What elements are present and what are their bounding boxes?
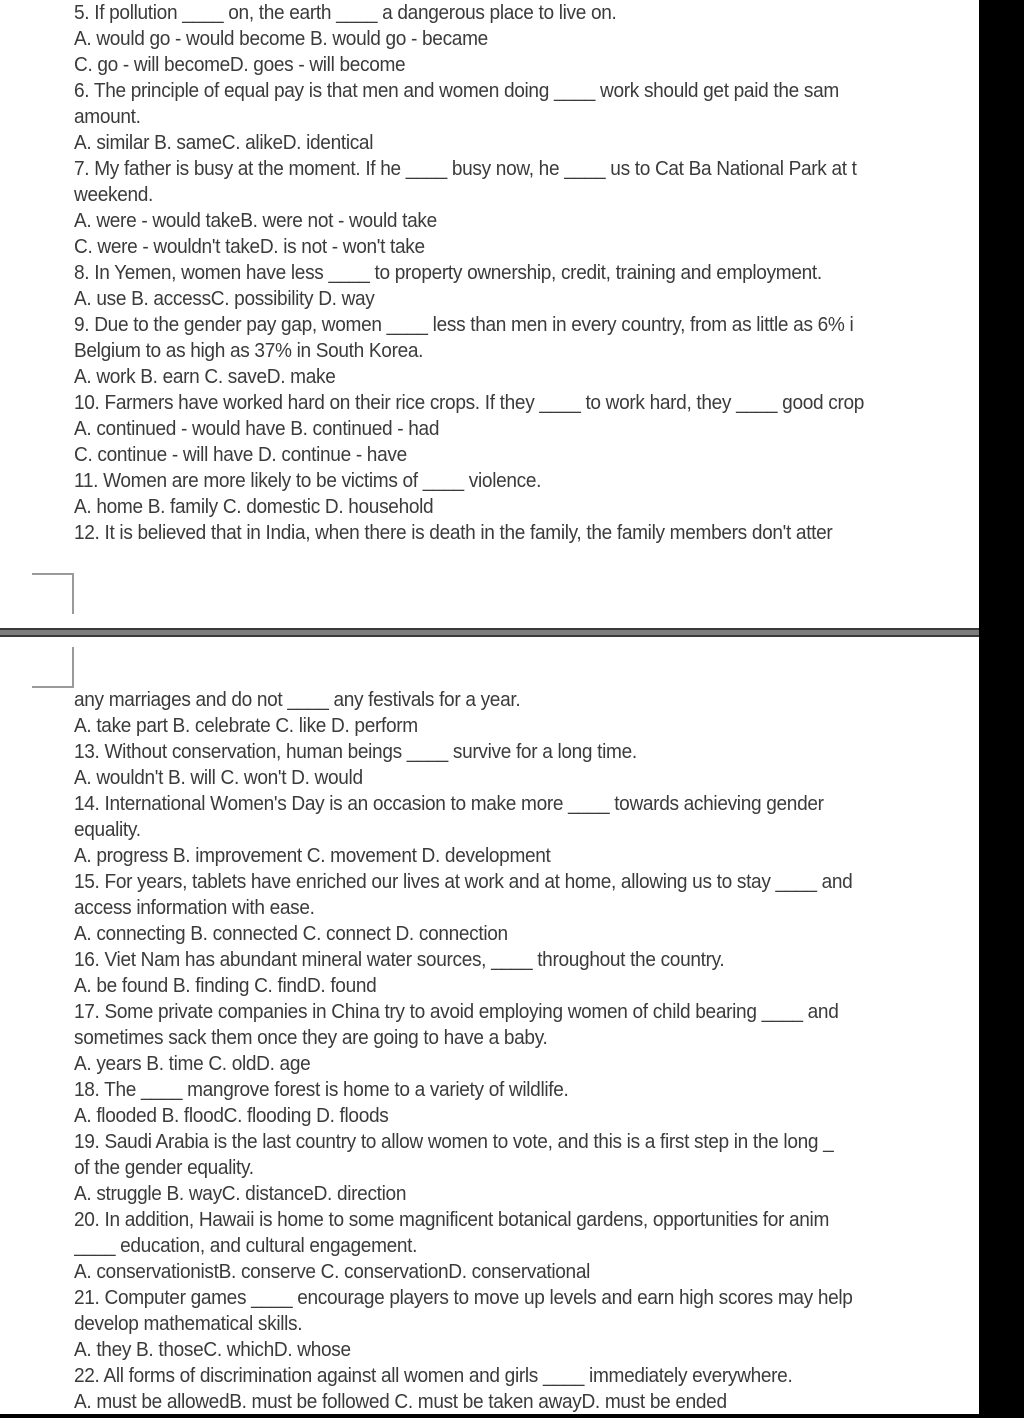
text-line: weekend. (74, 183, 154, 206)
text-line: A. were - would takeB. were not - would take (74, 209, 437, 232)
text-line: 13. Without conservation, human beings ____ survive for a long time. (74, 740, 637, 763)
text-line: 17. Some private companies in China try to avoid employing women of child bearing ____ and (74, 1000, 839, 1023)
text-line: 12. It is believed that in India, when there is death in the family, the family members don't atter (74, 521, 833, 544)
text-line: 11. Women are more likely to be victims of ____ violence. (74, 469, 542, 492)
text-line: A. progress B. improvement C. movement D. development (74, 844, 551, 867)
text-line: A. wouldn't B. will C. won't D. would (74, 766, 363, 789)
text-line: amount. (74, 105, 141, 128)
text-line: A. continued - would have B. continued - had (74, 417, 440, 440)
text-line: A. they B. thoseC. whichD. whose (74, 1338, 351, 1361)
text-line: equality. (74, 818, 141, 841)
text-line: C. go - will becomeD. goes - will become (74, 53, 406, 76)
text-line: access information with ease. (74, 896, 315, 919)
text-line: C. continue - will have D. continue - have (74, 443, 407, 466)
text-line: A. struggle B. wayC. distanceD. direction (74, 1182, 407, 1205)
text-line: 10. Farmers have worked hard on their rice crops. If they ____ to work hard, they ____ good crop (74, 391, 865, 414)
page-break-separator (0, 628, 979, 637)
question-text-block (74, 687, 979, 1414)
document-page-bottom (0, 637, 979, 1414)
text-line: Belgium to as high as 37% in South Korea. (74, 339, 424, 362)
text-line: 5. If pollution ____ on, the earth ____ a dangerous place to live on. (74, 1, 617, 24)
text-line: A. similar B. sameC. alikeD. identical (74, 131, 374, 154)
text-line: 18. The ____ mangrove forest is home to a variety of wildlife. (74, 1078, 569, 1101)
text-line: 14. International Women's Day is an occasion to make more ____ towards achieving gender (74, 792, 824, 815)
crop-mark-bottom (32, 647, 74, 688)
text-line: 9. Due to the gender pay gap, women ____ less than men in every country, from as little as 6% i (74, 313, 854, 336)
text-line: 6. The principle of equal pay is that men and women doing ____ work should get paid the sam (74, 79, 839, 102)
text-line: 21. Computer games ____ encourage players to move up levels and earn high scores may help (74, 1286, 853, 1309)
text-line: 22. All forms of discrimination against all women and girls ____ immediately everywhere. (74, 1364, 793, 1387)
text-line: A. would go - would become B. would go - became (74, 27, 488, 50)
text-line: 19. Saudi Arabia is the last country to allow women to vote, and this is a first step in the long _ (74, 1130, 834, 1153)
text-line: A. home B. family C. domestic D. household (74, 495, 434, 518)
text-line: any marriages and do not ____ any festivals for a year. (74, 688, 521, 711)
question-text-block (74, 0, 979, 546)
text-line: A. work B. earn C. saveD. make (74, 365, 336, 388)
text-line: sometimes sack them once they are going to have a baby. (74, 1026, 548, 1049)
text-line: A. use B. accessC. possibility D. way (74, 287, 375, 310)
crop-mark-top (32, 573, 74, 614)
text-line: C. were - wouldn't takeD. is not - won't take (74, 235, 425, 258)
text-line: develop mathematical skills. (74, 1312, 303, 1335)
text-line: A. years B. time C. oldD. age (74, 1052, 311, 1075)
text-line: ____ education, and cultural engagement. (74, 1234, 418, 1257)
text-line: 16. Viet Nam has abundant mineral water sources, ____ throughout the country. (74, 948, 725, 971)
text-line: 20. In addition, Hawaii is home to some magnificent botanical gardens, opportunities for anim (74, 1208, 830, 1231)
text-line: A. connecting B. connected C. connect D. connection (74, 922, 508, 945)
text-line: A. conservationistB. conserve C. conservationD. conservational (74, 1260, 591, 1283)
text-line: A. flooded B. floodC. flooding D. floods (74, 1104, 389, 1127)
text-line: of the gender equality. (74, 1156, 254, 1179)
text-line: A. must be allowedB. must be followed C. must be taken awayD. must be ended (74, 1390, 727, 1413)
text-line: 8. In Yemen, women have less ____ to property ownership, credit, training and employment. (74, 261, 822, 284)
text-line: 15. For years, tablets have enriched our lives at work and at home, allowing us to stay ____ and (74, 870, 853, 893)
document-page-top (0, 0, 979, 628)
text-line: A. be found B. finding C. findD. found (74, 974, 377, 997)
text-line: A. take part B. celebrate C. like D. perform (74, 714, 418, 737)
text-line: 7. My father is busy at the moment. If he ____ busy now, he ____ us to Cat Ba National Park at t (74, 157, 857, 180)
